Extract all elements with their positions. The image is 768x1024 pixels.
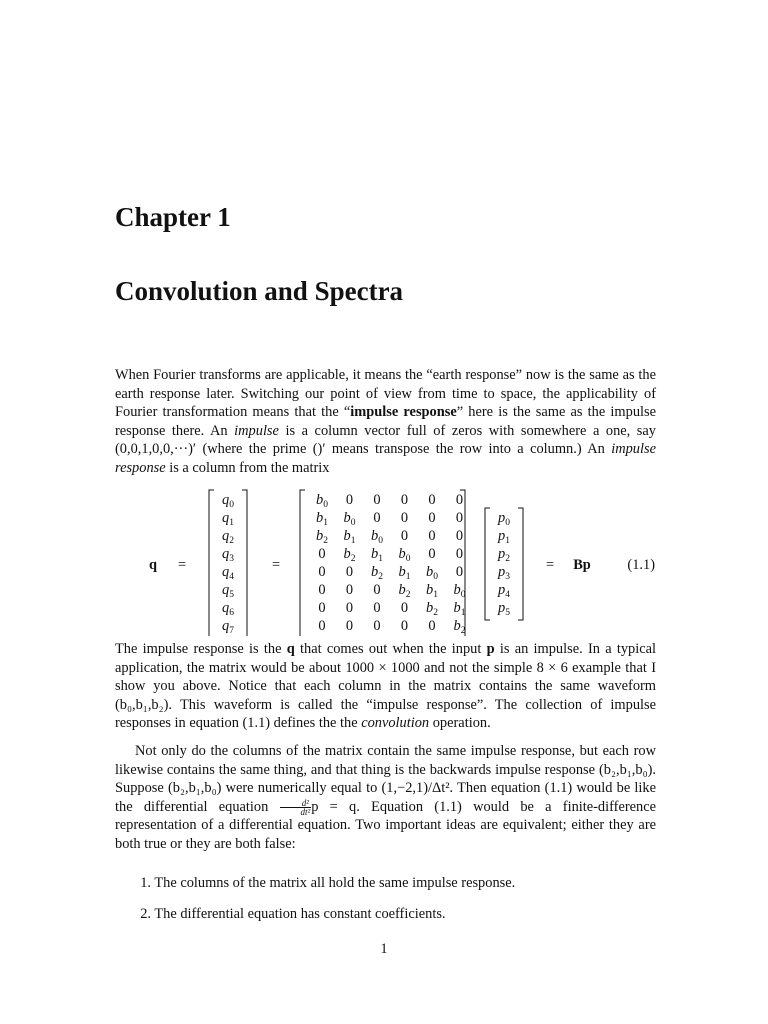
matrix-entry: $b_2$ (453, 618, 466, 636)
q-vector-entry: $q_6$ (222, 600, 234, 618)
italic-term: impulse response (115, 441, 656, 476)
matrix-entry: $b_1$ (426, 582, 438, 600)
matrix-entry: $b_1$ (398, 564, 411, 582)
q-vector-left-bracket (209, 490, 214, 636)
matrix-entry: $b_0$ (316, 492, 328, 510)
matrix-entry: 0 (400, 600, 409, 616)
equation-lhs-q: q (148, 557, 158, 573)
text-span: is a column vector full of zeros with somewhere a one, say (0,0,1,0,0,···)′ (where the prime ()′ means transpose the row into a column.) An (115, 422, 656, 458)
p-vector-entry: $p_5$ (498, 600, 510, 618)
fraction-d2-dt2 (280, 799, 312, 816)
matrix-entry: 0 (318, 600, 326, 616)
matrix-entry: $b_0$ (453, 582, 466, 600)
equals-sign: = (271, 557, 281, 573)
matrix-entry: 0 (345, 492, 354, 508)
matrix-entry: $b_1$ (316, 510, 328, 528)
p-vector-entry: $p_1$ (498, 528, 510, 546)
list-item (115, 874, 656, 893)
q-vector-entry: $q_3$ (222, 546, 234, 564)
matrix-entry: 0 (373, 600, 381, 616)
equals-sign: = (545, 557, 555, 573)
text-span: The impulse response is the (115, 641, 287, 657)
matrix-entry: $b_2$ (316, 528, 328, 546)
matrix-entry: 0 (455, 528, 464, 544)
p-vector-entry: $p_0$ (498, 510, 510, 528)
italic-term: convolution (361, 715, 430, 732)
q-vector-entry: $q_0$ (222, 492, 234, 510)
matrix-entry: $b_2$ (426, 600, 438, 618)
bold-term: impulse response (350, 404, 457, 421)
matrix-entry: $b_0$ (371, 528, 383, 546)
matrix-entry: $b_2$ (398, 582, 411, 600)
matrix-entry: 0 (318, 546, 326, 562)
text-span: operation. (429, 715, 491, 732)
equation-rhs-bp: Bp (573, 557, 591, 573)
matrix-entry: 0 (428, 492, 436, 508)
p-vector-entry: $p_2$ (498, 546, 510, 564)
chapter-title: Convolution and Spectra (115, 276, 404, 306)
list-number: 2. (140, 906, 151, 922)
q-vector-entry: $q_4$ (222, 564, 234, 582)
matrix-entry: 0 (318, 564, 326, 580)
matrix-entry: $b_1$ (343, 528, 356, 546)
matrix-entry: 0 (400, 510, 409, 526)
paragraph-intro (115, 366, 656, 478)
matrix-entry: 0 (400, 528, 409, 544)
matrix-entry: $b_0$ (426, 564, 438, 582)
text-span: is a column from the matrix (165, 459, 330, 476)
matrix-entry: $b_1$ (371, 546, 383, 564)
text-span: p = q. Equation (1.1) would be a finite-difference representation of a differential equation. Two important ideas are equivalent; either they are both true or they are both false: (115, 798, 656, 852)
equals-sign: = (177, 557, 187, 573)
list-item (115, 905, 656, 924)
p-vector-right-bracket (518, 508, 523, 620)
italic-term: impulse (234, 422, 279, 439)
text-span: is an impulse. In a typical application, the matrix would be about 1000 × 1000 and not the simple 8 × 6 example that I show you above. Notice that each column in the matrix contains the same waveform (b₀,b₁,b₂). This waveform is called the “impulse response”. The collection of impulse responses in equation (1.1) defines the the (115, 641, 657, 732)
equation-number: (1.1) (627, 557, 655, 573)
q-vector-entry: $q_5$ (222, 582, 234, 600)
text-span: ” here is the same as the impulse response there. An (115, 404, 657, 439)
matrix-entry: 0 (345, 582, 354, 598)
matrix-entry: 0 (428, 510, 436, 526)
q-vector-right-bracket (242, 490, 247, 636)
text-span: Not only do the columns of the matrix contain the same impulse response, but each row likewise contains the same thing, and that thing is the backwards impulse response (b₂,b₁,b₀). Suppose (b₂,b₁,b₀) were numerically equal to (1,−2,1)/Δt². Then equation (1.1) would be like the differential equation (115, 743, 656, 815)
matrix-left-bracket (300, 490, 305, 636)
matrix-entry: 0 (318, 618, 326, 634)
matrix-entry: $b_2$ (343, 546, 356, 564)
matrix-entry: 0 (455, 510, 464, 526)
paragraph-impulse-response (115, 640, 656, 733)
matrix-entry: 0 (318, 582, 326, 598)
text-span: When Fourier transforms are applicable, it means the “earth response” now is the same as the earth response later. Switching our point of view from time to space, the applicability of Fourier transformation means that the “ (115, 367, 656, 421)
matrix-entry: 0 (455, 492, 464, 508)
p-vector-entry: $p_4$ (498, 582, 510, 600)
q-vector-entry: $q_7$ (222, 618, 234, 636)
chapter-label: Chapter 1 (115, 202, 231, 232)
matrix-entry: 0 (345, 600, 354, 616)
list-number: 1. (140, 875, 151, 891)
matrix-entry: 0 (373, 510, 381, 526)
p-vector-left-bracket (485, 508, 490, 620)
bold-term: p (486, 641, 495, 657)
fraction-denominator: dt² (300, 806, 311, 817)
matrix-entry: 0 (345, 618, 354, 634)
list-text: The differential equation has constant coefficients. (154, 906, 446, 922)
matrix-entry: $b_0$ (398, 546, 411, 564)
matrix-entry: 0 (373, 618, 381, 634)
matrix-entry: 0 (428, 618, 436, 634)
bold-term: q (286, 641, 295, 657)
equation-1-1 (100, 484, 668, 636)
matrix-entry: 0 (428, 546, 436, 562)
fraction-numerator: d² (280, 799, 312, 808)
q-vector-entry: $q_1$ (222, 510, 234, 528)
matrix-entry: 0 (455, 546, 464, 562)
p-vector-entry: $p_3$ (498, 564, 510, 582)
text-span: that comes out when the input (294, 641, 487, 657)
matrix-entry: 0 (400, 492, 409, 508)
q-vector-entry: $q_2$ (222, 528, 234, 546)
paragraph-rows (115, 742, 656, 854)
page-number: 1 (380, 941, 388, 957)
list-text: The columns of the matrix all hold the same impulse response. (154, 875, 516, 891)
matrix-entry: $b_1$ (453, 600, 466, 618)
matrix-entry: 0 (428, 528, 436, 544)
matrix-entry: 0 (400, 618, 409, 634)
matrix-entry: 0 (455, 564, 464, 580)
matrix-entry: 0 (373, 582, 381, 598)
matrix-entry: $b_0$ (343, 510, 356, 528)
matrix-entry: $b_2$ (371, 564, 383, 582)
matrix-entry: 0 (373, 492, 381, 508)
matrix-entry: 0 (345, 564, 354, 580)
